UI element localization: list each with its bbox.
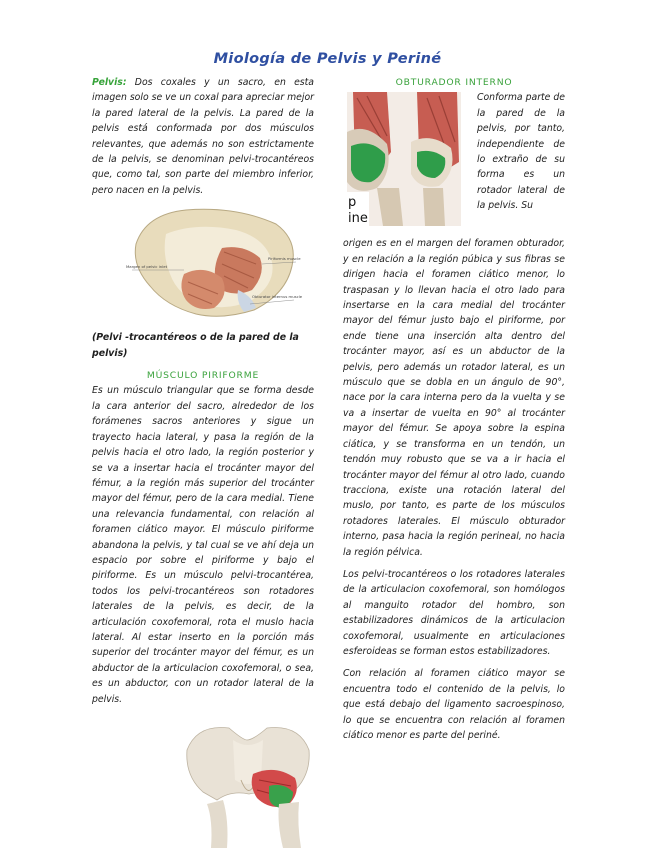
label-pelvic-inlet: Margen of pelvic inlet <box>126 264 168 270</box>
obturador-internus-illustration <box>347 92 461 226</box>
bottom-figure-svg <box>183 720 313 848</box>
obturador-figure-block <box>343 90 565 236</box>
page-title: Miología de Pelvis y Periné <box>213 51 442 67</box>
figure-fragment-ine: ine <box>348 211 368 227</box>
pelvitrocantereos-paragraph: Los pelvi-trocantéreos o los rotadores laterales de la articulacion coxofemoral, son homólogos al manguito rotador del hombro, son estabilizadores dinámicos de la articulacion coxofemoral, usualmente en articulaciones esferoideas se forman estos estabilizadores. <box>343 568 565 657</box>
piriforme-paragraph: Es un músculo triangular que se forma desde la cara anterior del sacro, alrededor de los forámenes sacros anteriores y sigue un trayecto hacia lateral, y pasa la región de la pelvis hacia el otro lado, la región posterior y se va a insertar hacia el trocánter mayor del fémur, a la región más superior del trocánter mayor del fémur, pero de la cara medial. Tiene una relevancia fundamental, con relación al foramen ciático mayor. El músculo piriforme abandona la pelvis, y tal cual se ve ahí deja un espacio por sobre el piriforme y bajo el piriforme. Es un músculo pelvi-trocantérea, todos los pelvi-trocantéreos son rotadores laterales de la pelvis, es decir, de la articulación coxofemoral, rota el muslo hacia lateral. Al estar inserto en la porción más superior del trocánter mayor del fémur, es un abductor de la articulacion coxofemoral, o sea, es un abductor, con un rotador lateral de la pelvis. <box>92 385 314 705</box>
obturador-heading: OBTURADOR INTERNO <box>395 77 513 88</box>
pelvis-figure-svg <box>126 204 306 322</box>
pelvic-wall-illustration <box>126 204 306 322</box>
left-column <box>92 75 314 707</box>
pelvis-lead: Pelvis: <box>92 77 127 88</box>
section-heading: (Pelvi -trocantéreos o de la pared de la pelvis) <box>92 332 299 359</box>
right-column <box>343 75 565 743</box>
foramen-paragraph: Con relación al foramen ciático mayor se encuentra todo el contenido de la pelvis, lo que está debajo del ligamento sacroespinoso, lo que se encuentra con relación al foramen ciático menor es parte del periné. <box>343 668 565 741</box>
obturador-paragraph: origen es en el margen del foramen obturador, y en relación a la región púbica y sus fibras se dirigen hacia el foramen ciático menor, lo traspasan y lo llevan hacia el otro lado para insertarse en la cara medial del trocánter mayor del fémur justo bajo el piriforme, por ende tiene una inserción alta dentro del trocánter mayor, así es un abductor de la pelvis, pero además un rotador lateral, es un músculo que se dobla en un ángulo de 90°, nace por la cara interna pero da la vuelta y se va a insertar de vuelta en 90° al trocánter mayor del fémur. Se apoya sobre la espina ciática, y se transforma en un tendón, un tendón muy robusto que se va a ir hacia el trocánter mayor del fémur al otro lado, cuando tracciona, existe una rotación lateral del muslo, por tanto, es parte de los músculos rotadores laterales. El músculo obturador interno, pasa hacia la región perineal, no hacia la región pélvica. <box>343 238 565 558</box>
intro-paragraph <box>92 75 314 198</box>
piriforme-heading: MÚSCULO PIRIFORME <box>146 370 260 382</box>
obturador-side-paragraph: Conforma parte de la pared de la pelvis, por tanto, independiente de lo extraño de su forma es un rotador lateral de la pelvis. Su <box>477 92 565 212</box>
intro-text: Dos coxales y un sacro, en esta imagen solo se ve un coxal para apreciar mejor la pared lateral de la pelvis. La pared de la pelvis está conformada por dos músculos relevantes, que además no son estrictamente de la pelvis, se denominan pelvi-trocantéreos que, como tal, son parte del miembro inferior, pero nacen en la pelvis. <box>92 77 314 196</box>
label-obturator-internus: Obturator internus muscle <box>252 294 303 300</box>
figure-fragment-p: p <box>348 195 357 211</box>
label-piriformis: Piriformis muscle <box>268 256 301 262</box>
obturador-figure-svg <box>347 92 461 226</box>
pelvis-piriformis-illustration <box>183 720 313 848</box>
